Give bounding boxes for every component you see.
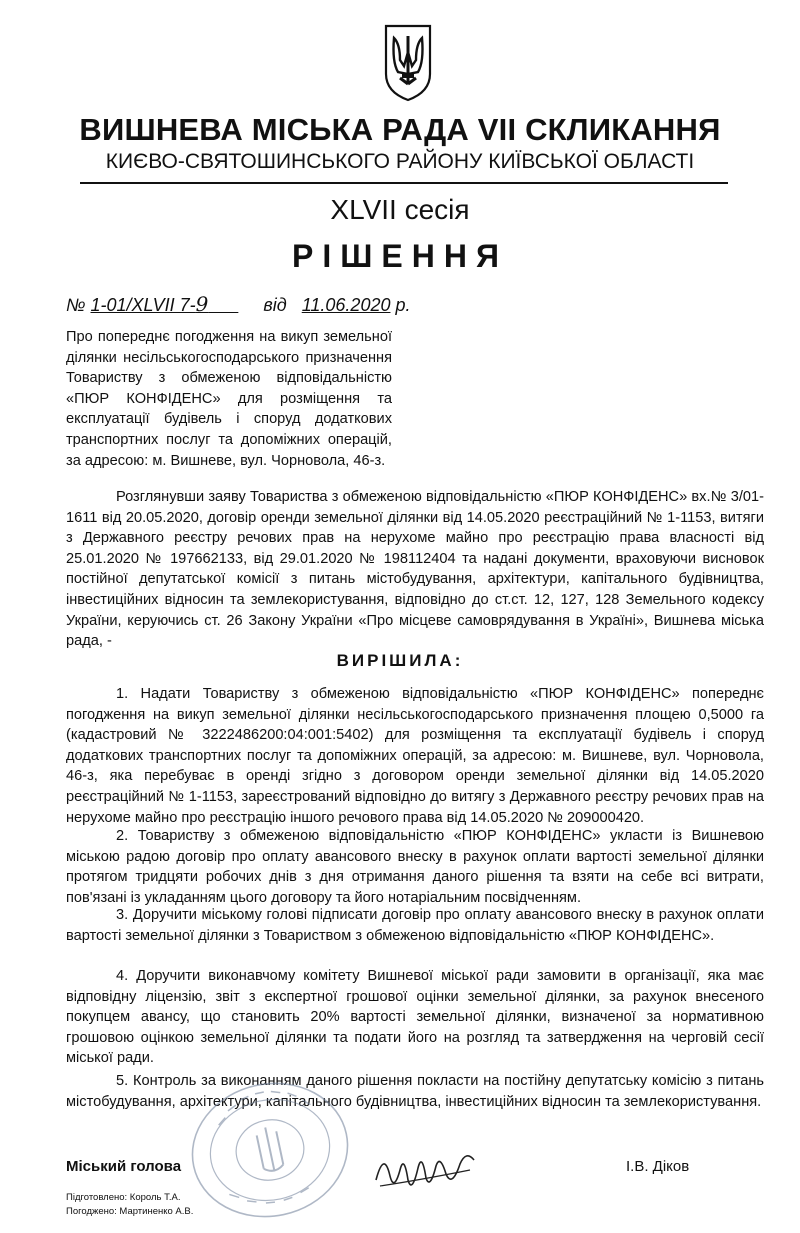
prepared-by: Підготовлено: Король Т.А. (66, 1192, 181, 1203)
trident-icon (382, 22, 434, 102)
approved-by: Погоджено: Мартиненко А.В. (66, 1206, 194, 1217)
preamble (66, 487, 764, 652)
document-title: РІШЕННЯ (292, 238, 508, 274)
decision-date: 11.06.2020 (301, 295, 391, 315)
resolved-heading: ВИРІШИЛА: (336, 651, 464, 670)
decision-item-4: 4. Доручити виконавчому комітету Вишневої міської ради замовити в організації, яка має відповідну ліцензію, звіт з експертної грошової оцінки земельної ділянки, за рахунок внесеного покупцем авансу, що становить 20% вартості земельної ділянки, визначеної за нормативною грошовою оцінкою земельної ділянки та подати його на розгляд та затвердження на черговій сесії міської ради. (66, 968, 764, 1067)
handwritten-signature (370, 1140, 480, 1200)
official-seal-stamp (185, 1075, 355, 1225)
council-name: ВИШНЕВА МІСЬКА РАДА VII СКЛИКАННЯ (79, 112, 721, 147)
signatory-name: І.В. Діков (626, 1158, 690, 1175)
date-prefix: від (263, 295, 287, 315)
subject-line: транспортних послуг та допоміжних операцій, (66, 431, 392, 448)
date-suffix: р. (395, 295, 411, 315)
preamble-text: Розглянувши заяву Товариства з обмеженою відповідальністю «ПЮР КОНФІДЕНС» вх.№ 3/01-1611 від 20.05.2020, договір оренди земельної ділянки від 14.05.2020 реєстраційний № 1-1153, витяги з Державного реєстру речових прав на нерухоме майно про реєстрацію права власності від 25.01.2020 № 197662133, від 29.01.2020 № 198112404 та надані документи, враховуючи висновок постійної депутатської комісії з питань містобудування, архітектури, капітального будівництва, інвестиційних відносин та землекористування, відповідно до ст.ст. 12, 127, 128 Земельного кодексу України, керуючись ст. 26 Закону України «Про місцеве самоврядування в Україні», Вишнева міська рада, - (66, 489, 764, 650)
decision-item-3: 3. Доручити міському голові підписати договір про оплату авансового внеску в рахунок оплати вартості земельної ділянки з Товариством з обмеженою відповідальністю «ПЮР КОНФІДЕНС». (66, 907, 764, 944)
subject-line: «ПЮР КОНФІДЕНС» для розміщення та (66, 390, 392, 407)
decision-item-5: 5. Контроль за виконанням даного рішення покласти на постійну депутатську комісію з питань містобудування, архітектури, капітального будівництва, інвестиційних відносин та землекористування. (66, 1073, 764, 1110)
decision-number: 1-01/XLVII 7-9 (90, 292, 209, 316)
decision-number-line (66, 292, 411, 316)
subject-line: Про попереднє погодження на викуп земельної (66, 329, 392, 345)
session-label: XLVII сесія (330, 194, 470, 225)
subject-line: Товариству з обмеженою відповідальністю (66, 370, 392, 387)
decision-item-1: 1. Надати Товариству з обмеженою відповідальністю «ПЮР КОНФІДЕНС» попереднє погодження на викуп земельної ділянки несільськогосподарського призначення площею 0,5000 га (кадастровий № 3222486200:04:001:5402) для розміщення та експлуатації будівель і споруд додаткових транспортних послуг та допоміжних операцій, за адресою: м. Вишневе, вул. Чорновола, 46-з, яка перебуває в оренді згідно з договором оренди земельної ділянки від 14.05.2020 реєстраційний № 1-1153, зареєстрований відповідно до витягу з Державного реєстру речових прав на нерухоме майно про реєстрацію іншого речового права від 14.05.2020 № 209000420. (66, 686, 764, 826)
header-divider (80, 182, 728, 184)
handwritten-number: 9 (195, 292, 209, 316)
number-prefix: № (66, 295, 86, 315)
subject-line: за адресою: м. Вишневе, вул. Чорновола, 46-з. (66, 452, 386, 469)
subject-line: експлуатації будівель і споруд додаткових (66, 411, 392, 428)
signatory-role: Міський голова (66, 1158, 182, 1175)
district-name: КИЄВО-СВЯТОШИНСЬКОГО РАЙОНУ КИЇВСЬКОЇ ОБЛАСТІ (105, 150, 695, 173)
subject-line: ділянки несільськогосподарського призначення (66, 349, 392, 366)
decision-item-2: 2. Товариству з обмеженою відповідальністю «ПЮР КОНФІДЕНС» укласти із Вишневою міською радою договір про оплату авансового внеску в рахунок оплати вартості земельної ділянки протягом тридцяти робочих днів з дня отримання даного рішення та взяти на себе всі витрати, пов'язані із укладанням цього договору та його нотаріальним посвідченням. (66, 828, 764, 906)
decision-subject (66, 327, 392, 471)
